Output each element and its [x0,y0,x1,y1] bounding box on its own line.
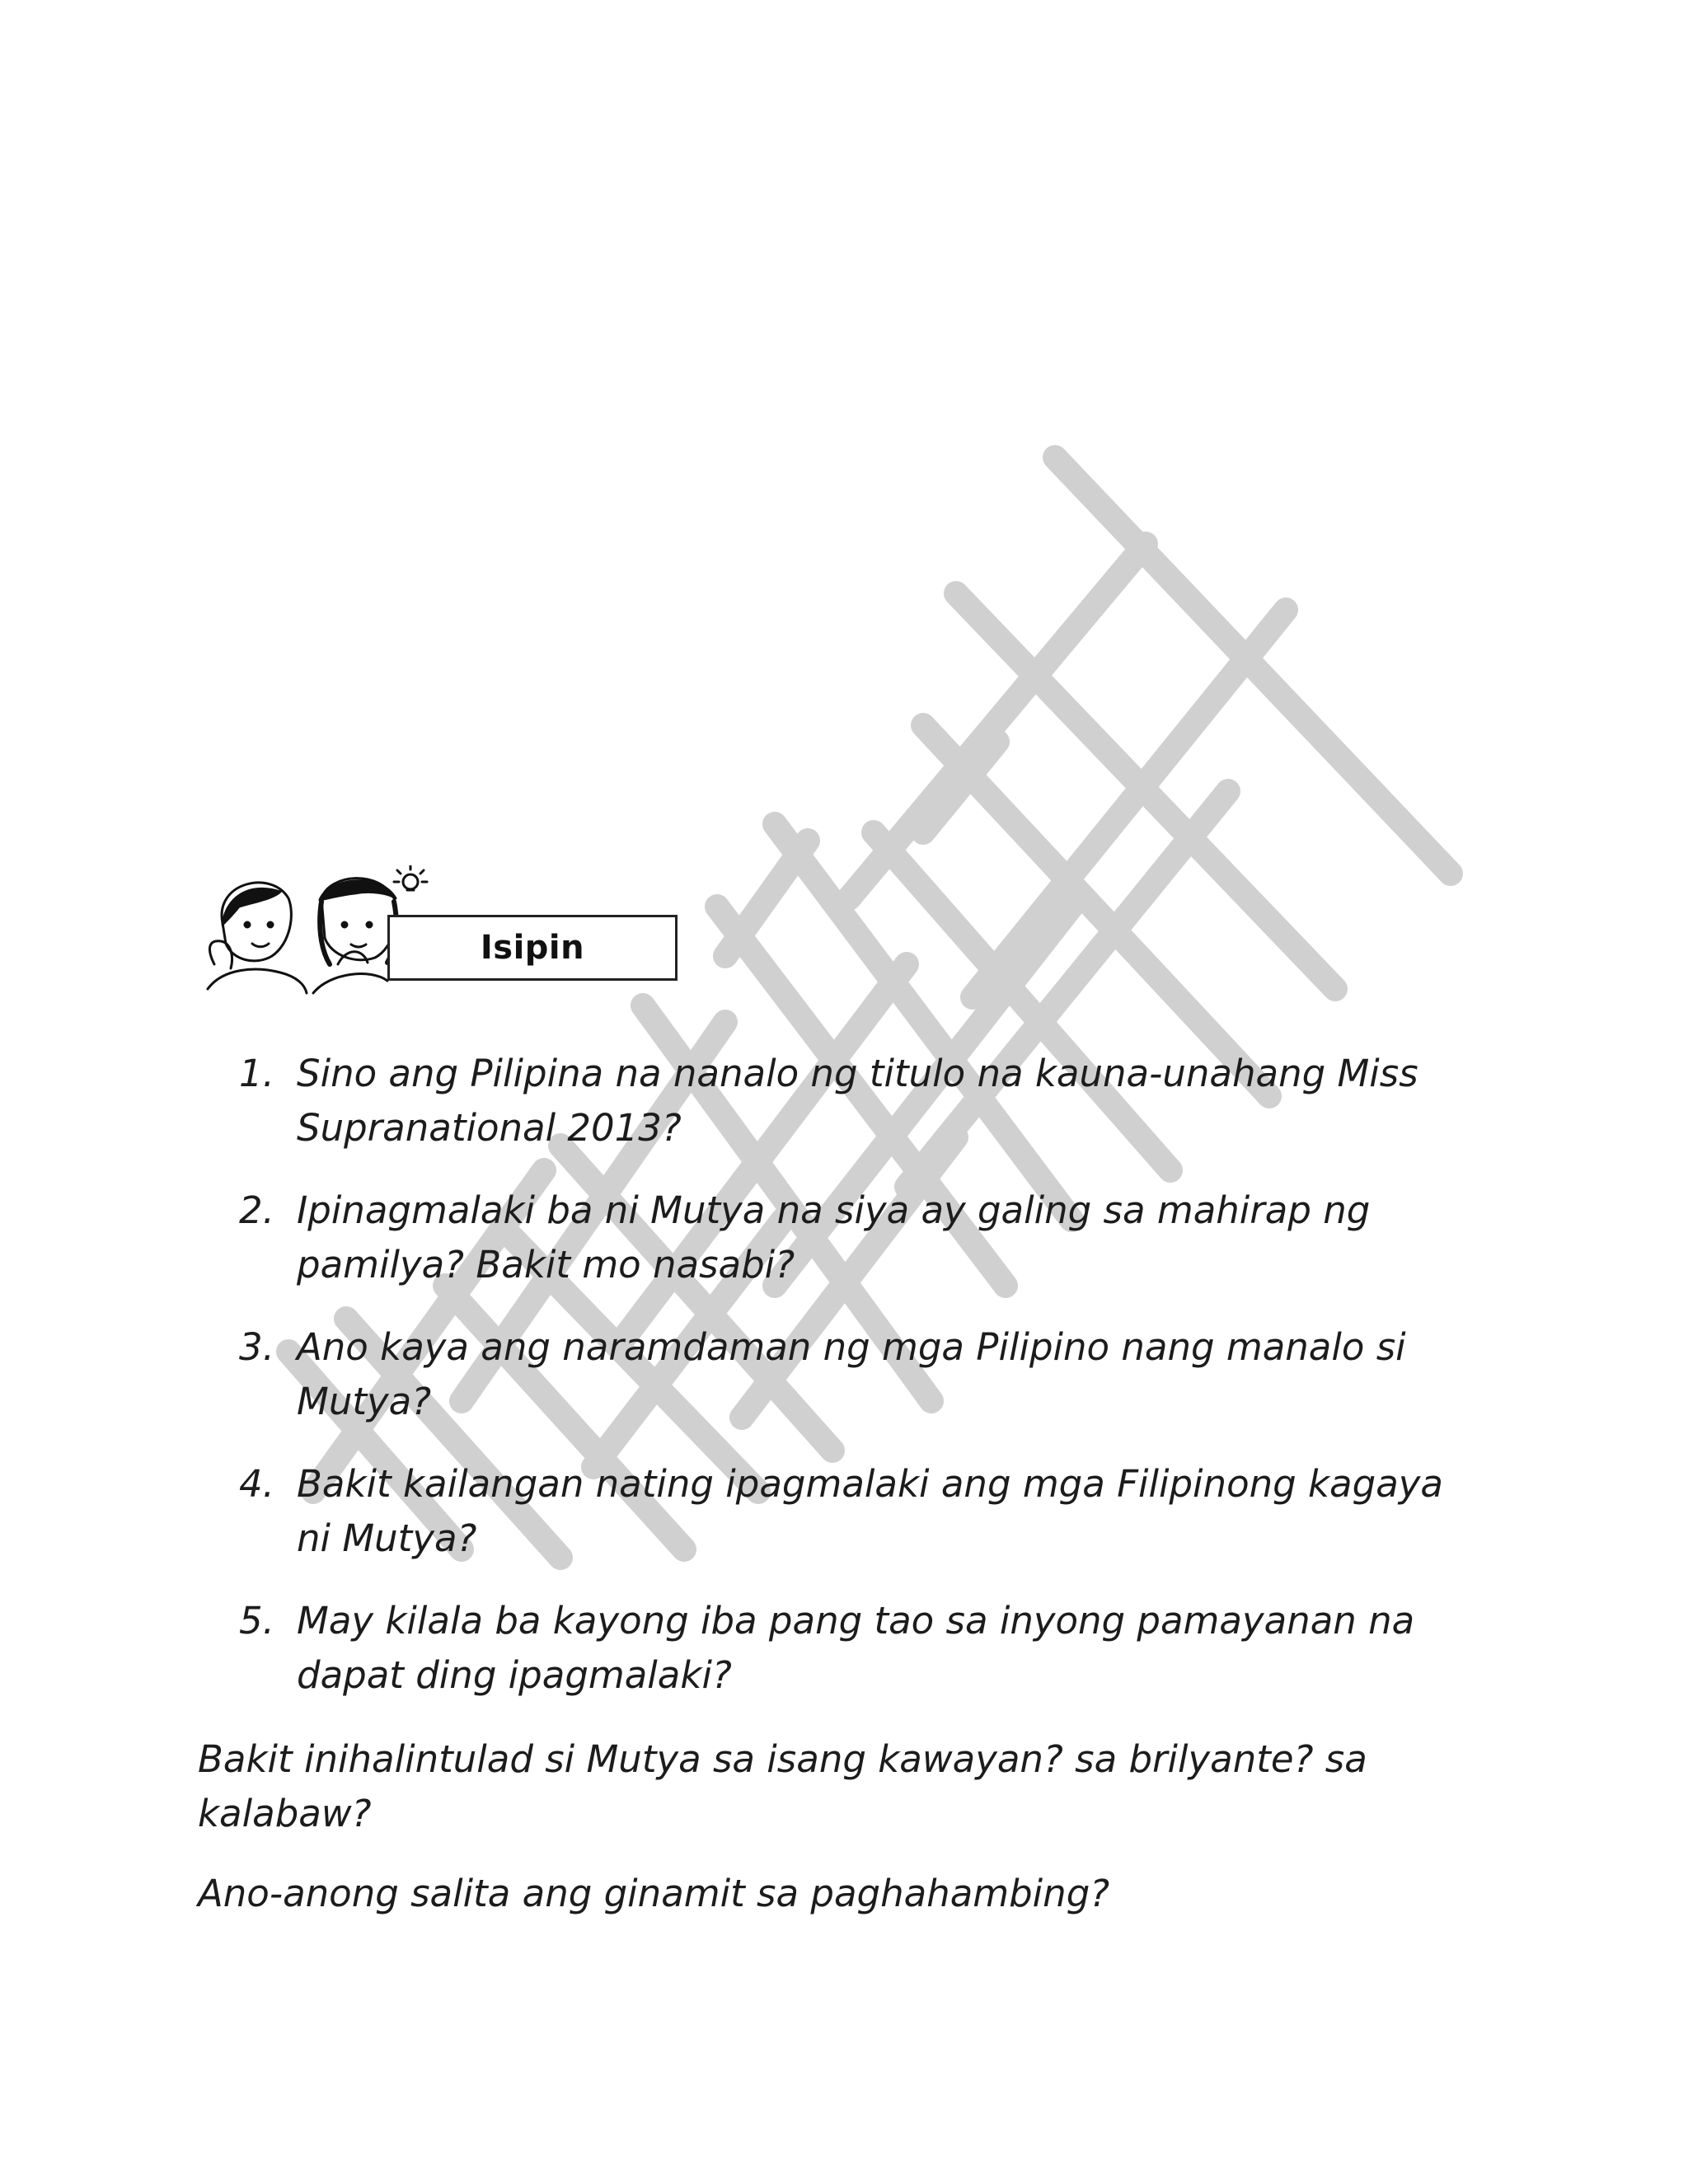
isipin-section-header [198,865,684,997]
question-item [239,1457,1475,1566]
section-title-box [387,915,678,981]
question-text: May kilala ba kayong iba pang tao sa inyong pamayanan na dapat ding ipagmalaki? [297,1599,1415,1697]
section-title: Isipin [480,929,585,967]
comparison-words-question: Ano-anong salita ang ginamit sa paghahambing? [198,1872,1110,1915]
question-item [239,1594,1475,1703]
question-text: Ano kaya ang naramdaman ng mga Pilipino nang manalo si Mutya? [297,1325,1406,1423]
question-number: 2. [239,1188,274,1232]
question-number: 5. [239,1599,274,1643]
question-list [239,1047,1475,1731]
question-text: Ipinagmalaki ba ni Mutya na siya ay galing sa mahirap ng pamilya? Bakit mo nasabi? [297,1188,1371,1286]
question-item [239,1183,1475,1292]
question-number: 1. [239,1052,274,1095]
question-number: 3. [239,1325,274,1369]
question-number: 4. [239,1462,274,1506]
comparison-question: Bakit inihalintulad si Mutya sa isang kawayan? sa brilyante? sa kalabaw? [198,1737,1367,1835]
question-item [239,1047,1475,1155]
question-text: Sino ang Pilipina na nanalo ng titulo na kauna-unahang Miss Supranational 2013? [297,1052,1418,1150]
question-text: Bakit kailangan nating ipagmalaki ang mga Filipinong kagaya ni Mutya? [297,1462,1443,1560]
question-item [239,1320,1475,1429]
